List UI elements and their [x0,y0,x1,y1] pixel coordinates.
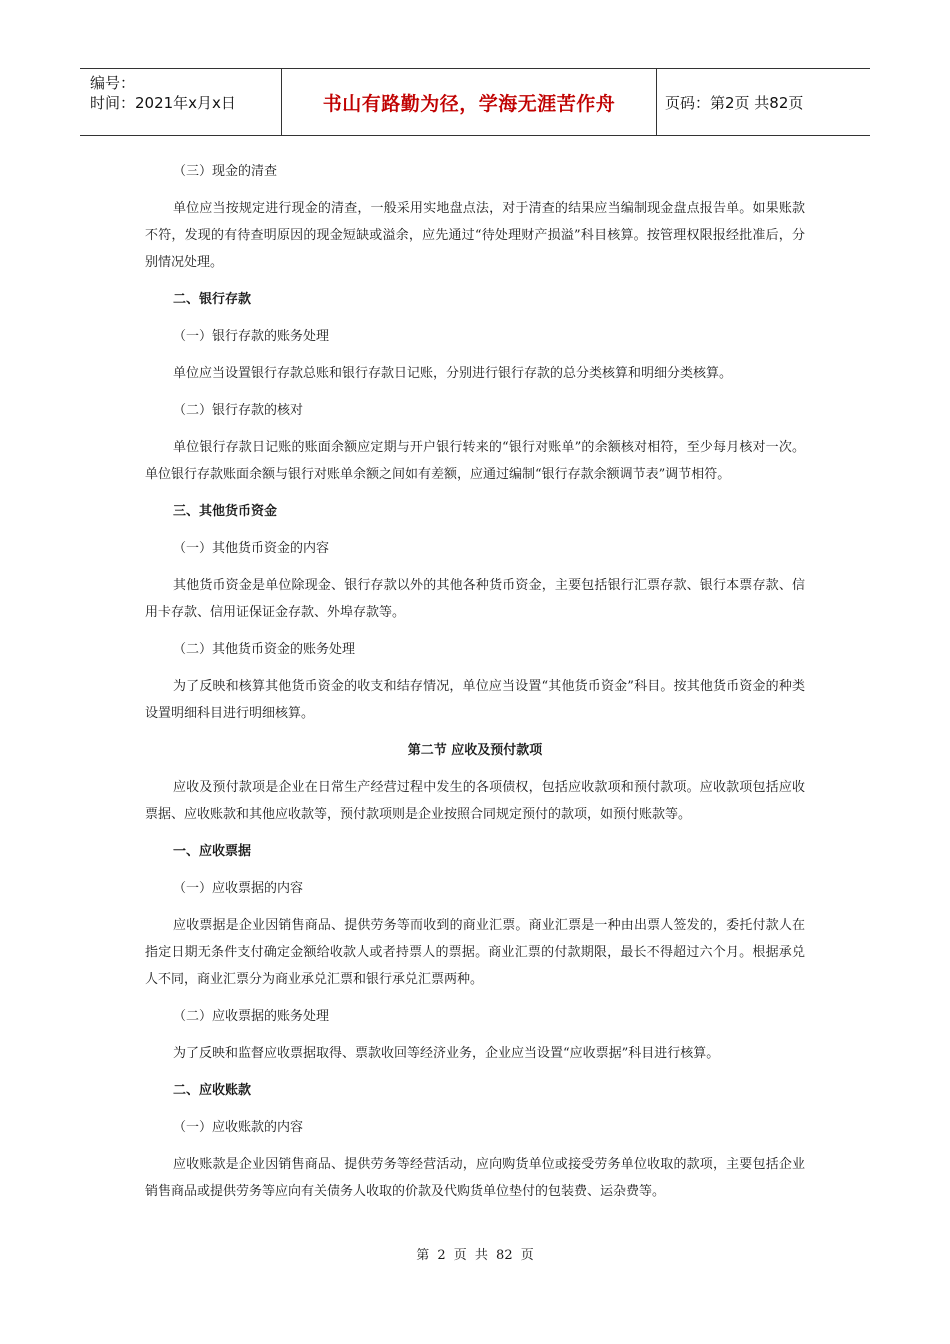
subsection-heading: （三）现金的清查 [173,164,278,179]
subsection-heading: （一）其他货币资金的内容 [173,541,330,556]
body-paragraph: 单位银行存款日记账的账面余额应定期与开户银行转来的“银行对账单”的余额核对相符，至少每月核对一次。单位银行存款账面余额与银行对账单余额之间如有差额，应通过编制“银行存款余额调节表”调节相符。 [145,440,805,482]
chapter-section-title: 第二节 应收及预付款项 [407,743,543,758]
page-header [80,68,870,136]
body-paragraph: 应收及预付款项是企业在日常生产经营过程中发生的各项债权，包括应收款项和预付款项。应收款项包括应收票据、应收账款和其他应收款等，预付款项则是企业按照合同规定预付的款项，如预付账款等。 [145,780,805,822]
section-heading: 二、银行存款 [173,292,252,307]
subsection-heading: （一）应收账款的内容 [173,1120,304,1135]
body-paragraph: 为了反映和核算其他货币资金的收支和结存情况，单位应当设置“其他货币资金”科目。按其他货币资金的种类设置明细科目进行明细核算。 [145,679,805,721]
header-page-number: 页码：第2页 共82页 [665,93,804,112]
subsection-heading: （二）其他货币资金的账务处理 [173,642,356,657]
body-paragraph: 单位应当设置银行存款总账和银行存款日记账，分别进行银行存款的总分类核算和明细分类核算。 [173,366,733,381]
subsection-heading: （二）银行存款的核对 [173,403,304,418]
document-number-label: 编号： [90,74,136,92]
page-footer: 第 2 页 共 82 页 [416,1248,534,1263]
section-heading: 三、其他货币资金 [173,504,278,519]
subsection-heading: （一）应收票据的内容 [173,881,304,896]
document-body [145,158,805,1205]
body-paragraph: 应收账款是企业因销售商品、提供劳务等经营活动，应向购货单位或接受劳务单位收取的款项，主要包括企业销售商品或提供劳务等应向有关债务人收取的价款及代购货单位垫付的包装费、运杂费等。 [145,1157,805,1199]
body-paragraph: 单位应当按规定进行现金的清查，一般采用实地盘点法，对于清查的结果应当编制现金盘点报告单。如果账款不符，发现的有待查明原因的现金短缺或溢余，应先通过“待处理财产损溢”科目核算。按管理权限报经批准后，分别情况处理。 [145,201,805,270]
section-heading: 一、应收票据 [173,844,252,859]
subsection-heading: （一）银行存款的账务处理 [173,329,330,344]
body-paragraph: 为了反映和监督应收票据取得、票款收回等经济业务，企业应当设置“应收票据”科目进行核算。 [173,1046,720,1061]
section-heading: 二、应收账款 [173,1083,252,1098]
body-paragraph: 应收票据是企业因销售商品、提供劳务等而收到的商业汇票。商业汇票是一种由出票人签发的，委托付款人在指定日期无条件支付确定金额给收款人或者持票人的票据。商业汇票的付款期限，最长不得超过六个月。根据承兑人不同，商业汇票分为商业承兑汇票和银行承兑汇票两种。 [145,918,805,987]
header-motto: 书山有路勤为径，学海无涯苦作舟 [282,69,657,135]
body-paragraph: 其他货币资金是单位除现金、银行存款以外的其他各种货币资金，主要包括银行汇票存款、银行本票存款、信用卡存款、信用证保证金存款、外埠存款等。 [145,578,805,620]
header-meta [80,69,282,135]
document-time-label: 时间：2021年x月x日 [90,94,236,112]
subsection-heading: （二）应收票据的账务处理 [173,1009,330,1024]
